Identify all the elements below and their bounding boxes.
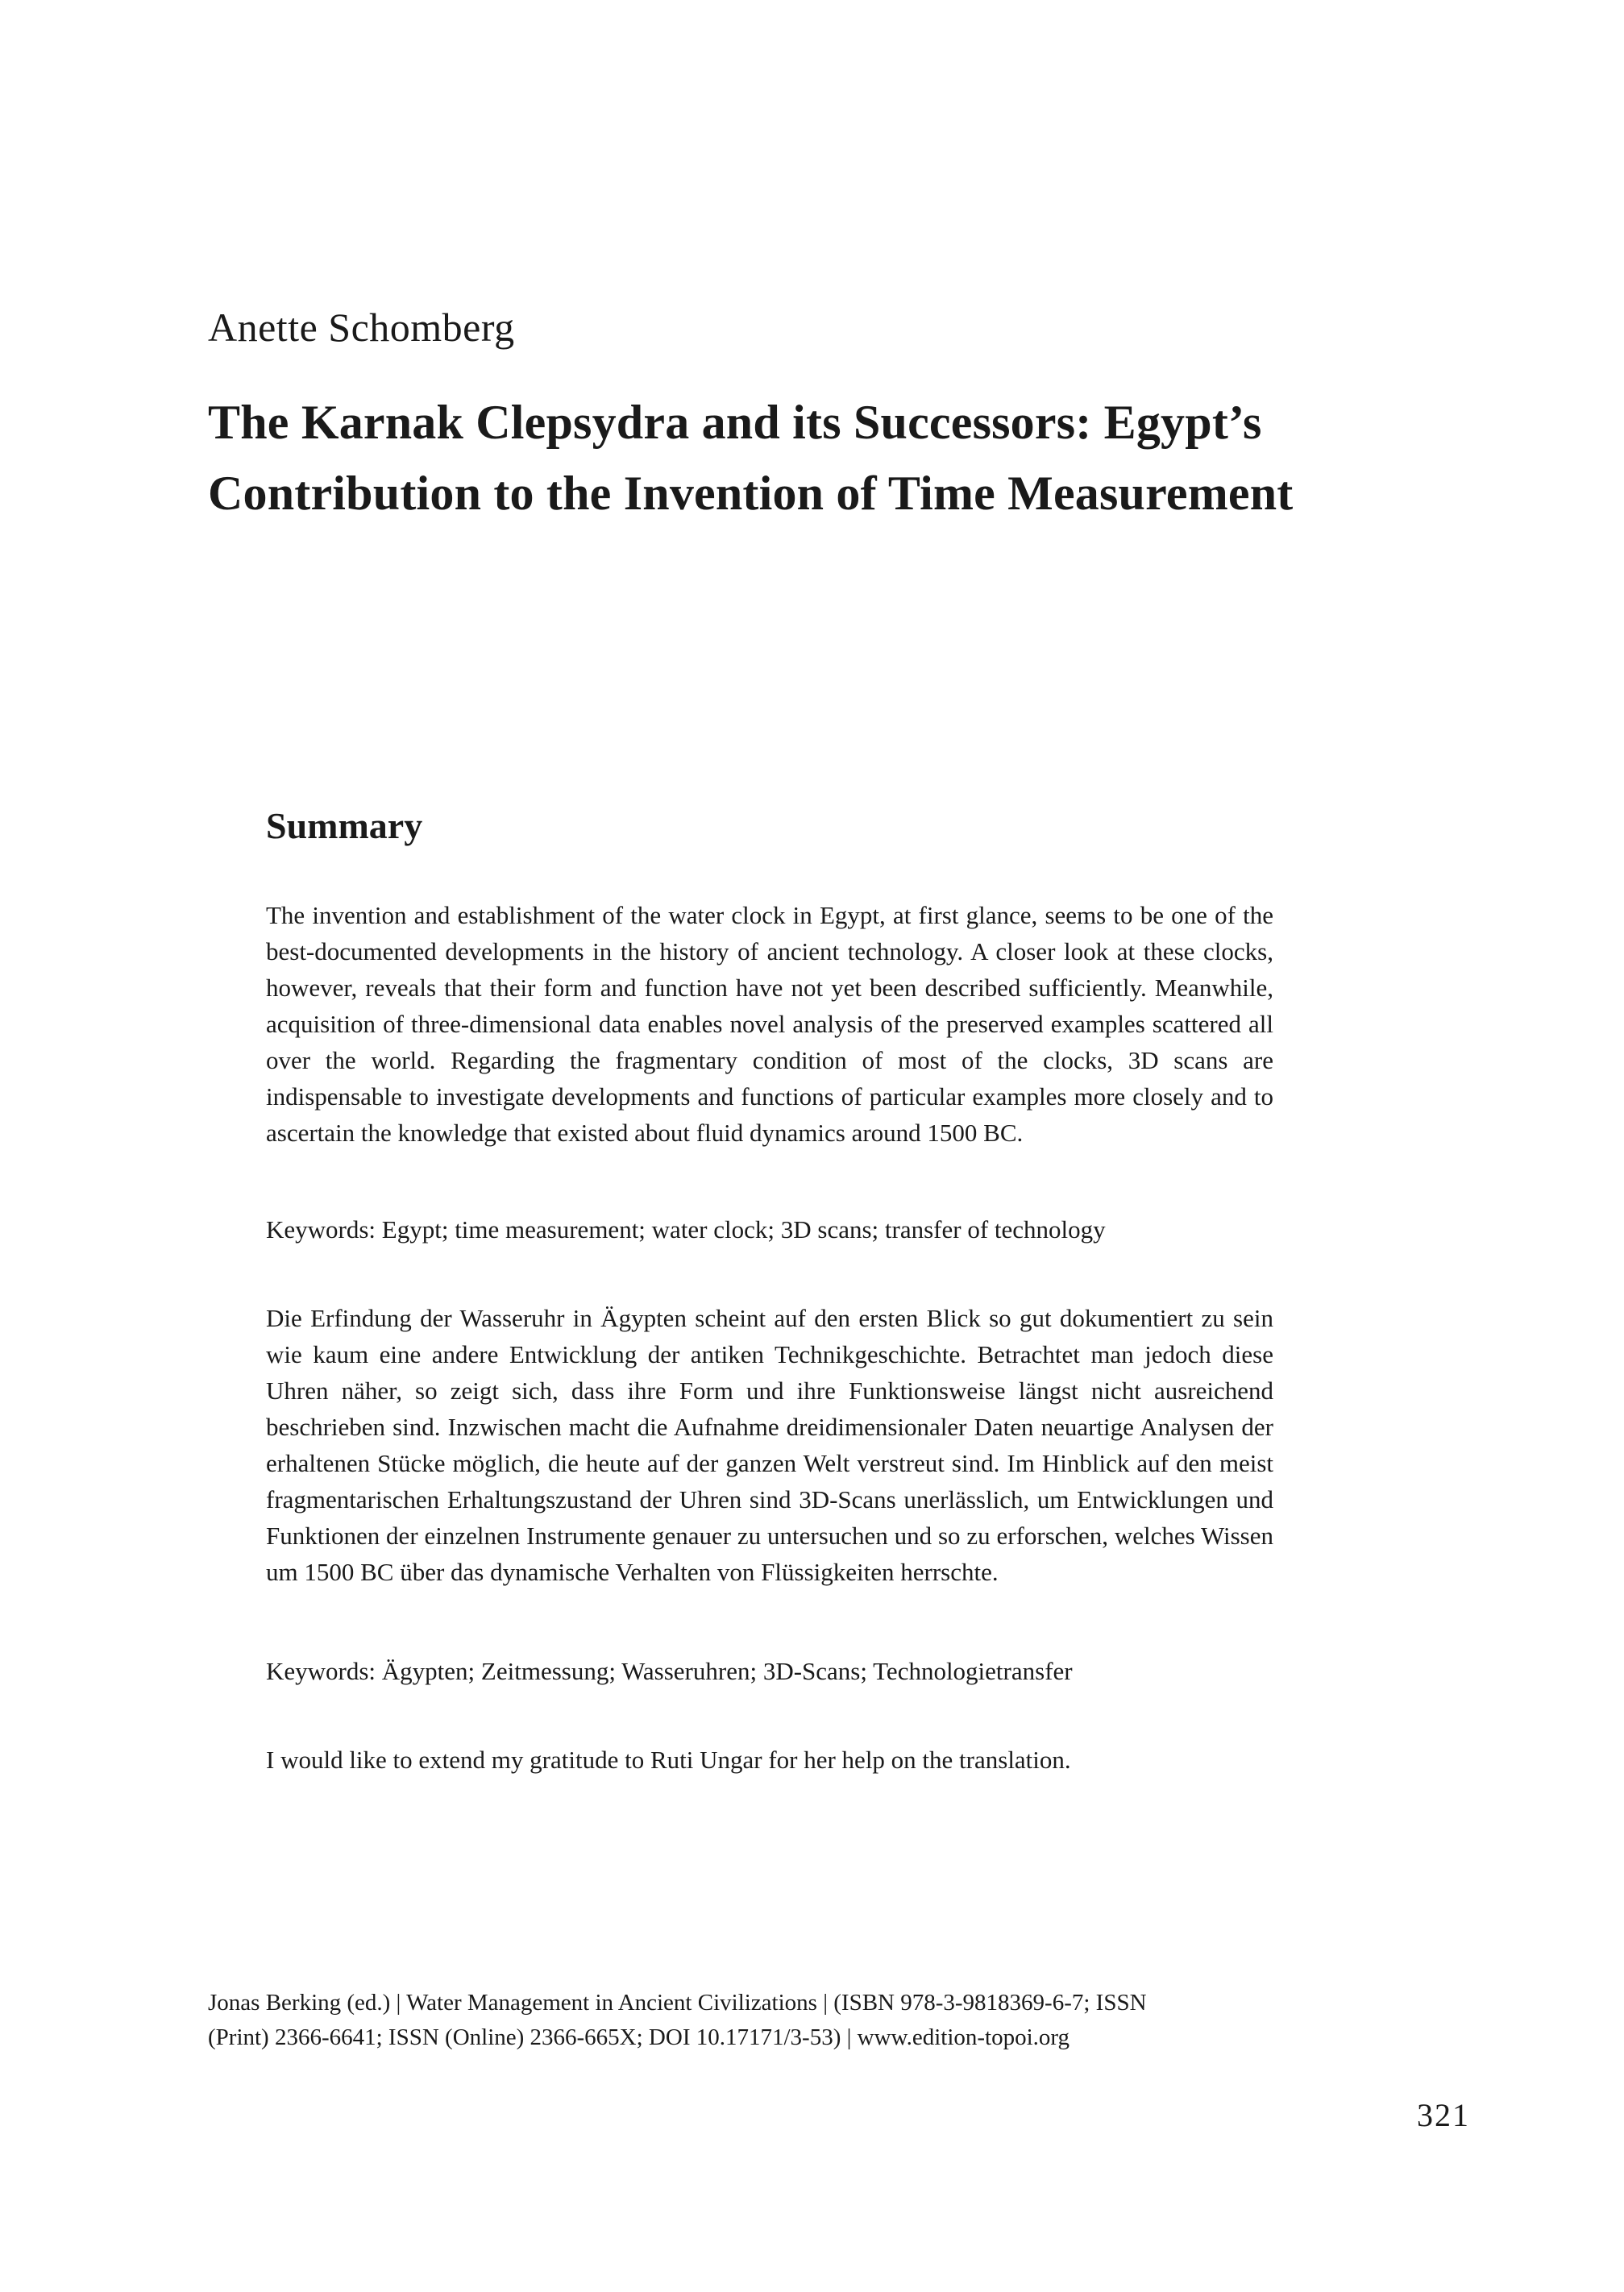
abstract-german: Die Erfindung der Wasseruhr in Ägypten scheint auf den ersten Blick so gut dokumentiert zu sein wie kaum eine andere Entwicklung der antiken Technikgeschichte. Betrachtet man jedoch diese Uhren näher, so zeigt sich, dass ihre Form und ihre Funktionsweise längst nicht ausreichend beschrieben sind. Inzwischen macht die Aufnahme dreidimensionaler Daten neuartige Analysen der erhaltenen Stücke möglich, die heute auf der ganzen Welt verstreut sind. Im Hinblick auf den meist fragmentarischen Erhaltungszustand der Uhren sind 3D-Scans unerlässlich, um Entwicklungen und Funktionen der einzelnen Instrumente genauer zu untersuchen und so zu erforschen, welches Wissen um 1500 BC über das dynamische Verhalten von Flüssigkeiten herrschte. (266, 1304, 1273, 1586)
summary-heading: Summary (266, 805, 423, 846)
citation-line-1: Jonas Berking (ed.) | Water Management in Ancient Civilizations | (ISBN 978-3-9818369-6-7; ISSN (208, 1990, 1147, 2016)
citation-line-2: (Print) 2366-6641; ISSN (Online) 2366-665X; DOI 10.17171/3-53) | www.edition-topoi.org (208, 2024, 1070, 2050)
acknowledgement: I would like to extend my gratitude to Ruti Ungar for her help on the translation. (266, 1746, 1071, 1774)
keywords-german: Keywords: Ägypten; Zeitmessung; Wasseruhren; 3D-Scans; Technologietransfer (266, 1657, 1073, 1685)
page-number: 321 (1417, 2097, 1470, 2133)
author-name: Anette Schomberg (208, 305, 515, 350)
keywords-english: Keywords: Egypt; time measurement; water clock; 3D scans; transfer of technology (266, 1215, 1106, 1244)
abstract-english: The invention and establishment of the water clock in Egypt, at first glance, seems to be one of the best-documented developments in the history of ancient technology. A closer look at these clocks, however, reveals that their form and function have not yet been described sufficiently. Meanwhile, acquisition of three-dimensional data enables novel analysis of the preserved examples scattered all over the world. Regarding the fragmentary condition of most of the clocks, 3D scans are indispensable to investigate developments and functions of particular examples more closely and to ascertain the knowledge that existed about fluid dynamics around 1500 BC. (266, 901, 1273, 1147)
title-line-2: Contribution to the Invention of Time Measurement (208, 467, 1294, 520)
title-line-1: The Karnak Clepsydra and its Successors: Egypt’s (208, 396, 1262, 449)
citation-footnote (208, 1986, 1256, 2055)
article-title (208, 387, 1465, 529)
